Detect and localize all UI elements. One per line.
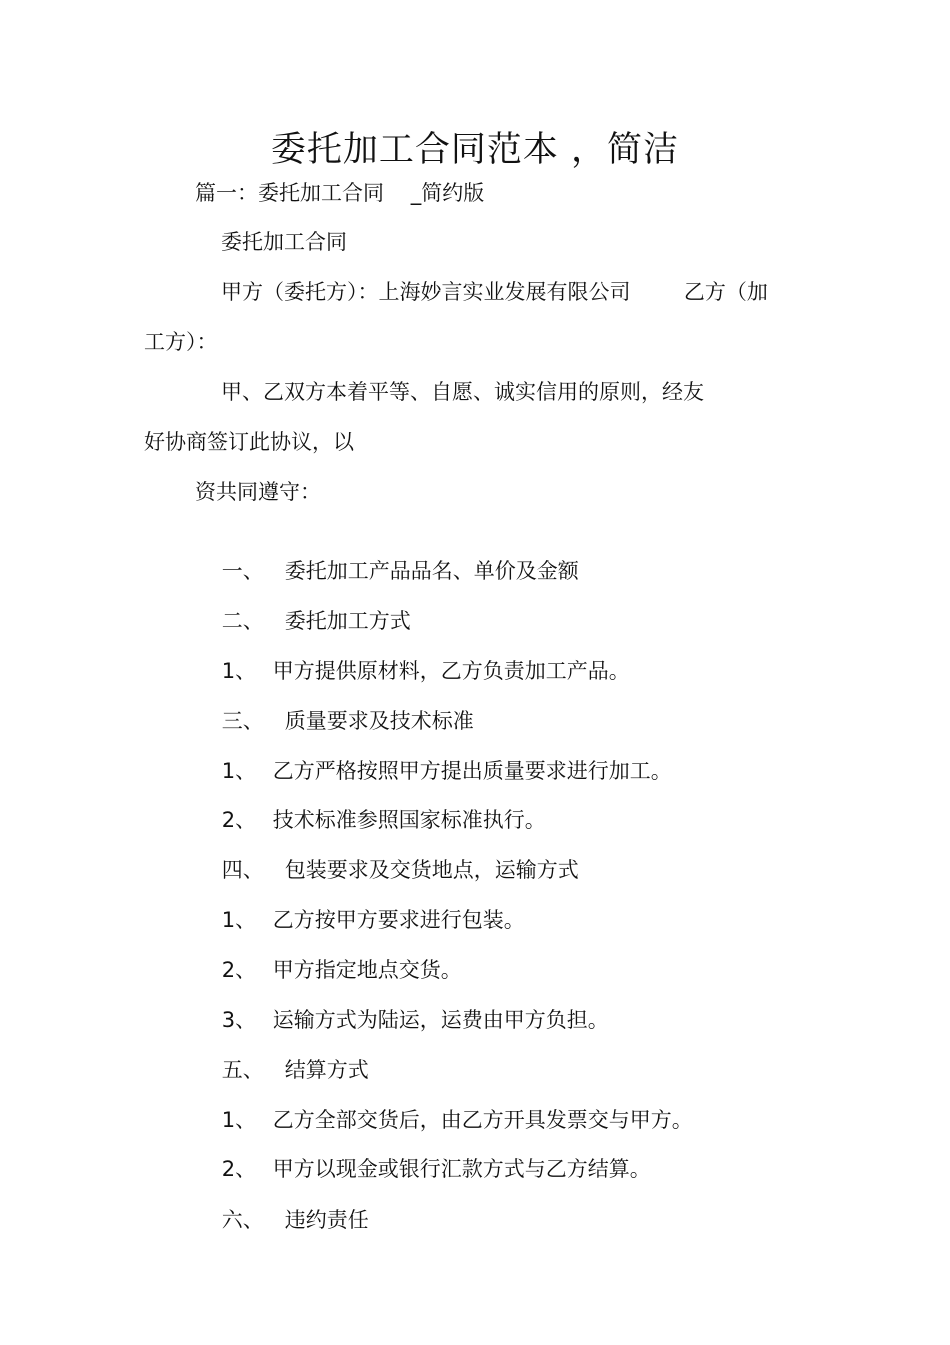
item-text: 乙方全部交货后，由乙方开具发票交与甲方。	[272, 1108, 693, 1132]
document-title: 委托加工合同范本 ，简洁	[270, 130, 680, 170]
section-number: 五、	[221, 1058, 264, 1082]
intro-line-3: 资共同遵守：	[195, 480, 321, 504]
section-text: 结算方式	[284, 1058, 369, 1082]
item-number: 2、	[221, 808, 257, 832]
item-number: 1、	[221, 908, 257, 932]
item-number: 1、	[221, 659, 257, 683]
intro-line-1: 甲、乙双方本着平等、自愿、诚实信用的原则，经友	[221, 380, 704, 404]
section-text: 质量要求及技术标准	[284, 709, 474, 733]
item-text: 甲方以现金或银行汇款方式与乙方结算。	[272, 1157, 651, 1181]
party-line-1: 甲方（委托方）：上海妙言实业发展有限公司 乙方（加	[221, 280, 768, 304]
section-text: 违约责任	[284, 1208, 369, 1232]
item-text: 甲方提供原材料，乙方负责加工产品。	[272, 659, 630, 683]
item-text: 乙方按甲方要求进行包装。	[272, 908, 525, 932]
item-number: 1、	[221, 759, 257, 783]
item-number: 2、	[221, 958, 257, 982]
item-number: 2、	[221, 1157, 257, 1181]
item-text: 乙方严格按照甲方提出质量要求进行加工。	[272, 759, 672, 783]
section-number: 二、	[221, 609, 264, 633]
section-number: 一、	[221, 559, 264, 583]
section-number: 三、	[221, 709, 264, 733]
section-text: 委托加工产品品名、单价及金额	[284, 559, 579, 583]
intro-line-2: 好协商签订此协议，以	[144, 430, 354, 454]
item-text: 技术标准参照国家标准执行。	[272, 808, 546, 832]
item-number: 3、	[221, 1008, 257, 1032]
section-heading	[195, 1175, 369, 1265]
section-text: 委托加工方式	[284, 609, 411, 633]
party-line-2: 工方）：	[144, 330, 218, 354]
item-text: 甲方指定地点交货。	[272, 958, 462, 982]
contract-name: 委托加工合同	[221, 230, 347, 254]
item-text: 运输方式为陆运，运费由甲方负担。	[272, 1008, 609, 1032]
item-number: 1、	[221, 1108, 257, 1132]
section-number: 六、	[221, 1208, 264, 1232]
section-number: 四、	[221, 858, 264, 882]
section-text: 包装要求及交货地点，运输方式	[284, 858, 579, 882]
document-subtitle: 篇一：委托加工合同 _简约版	[195, 181, 485, 205]
